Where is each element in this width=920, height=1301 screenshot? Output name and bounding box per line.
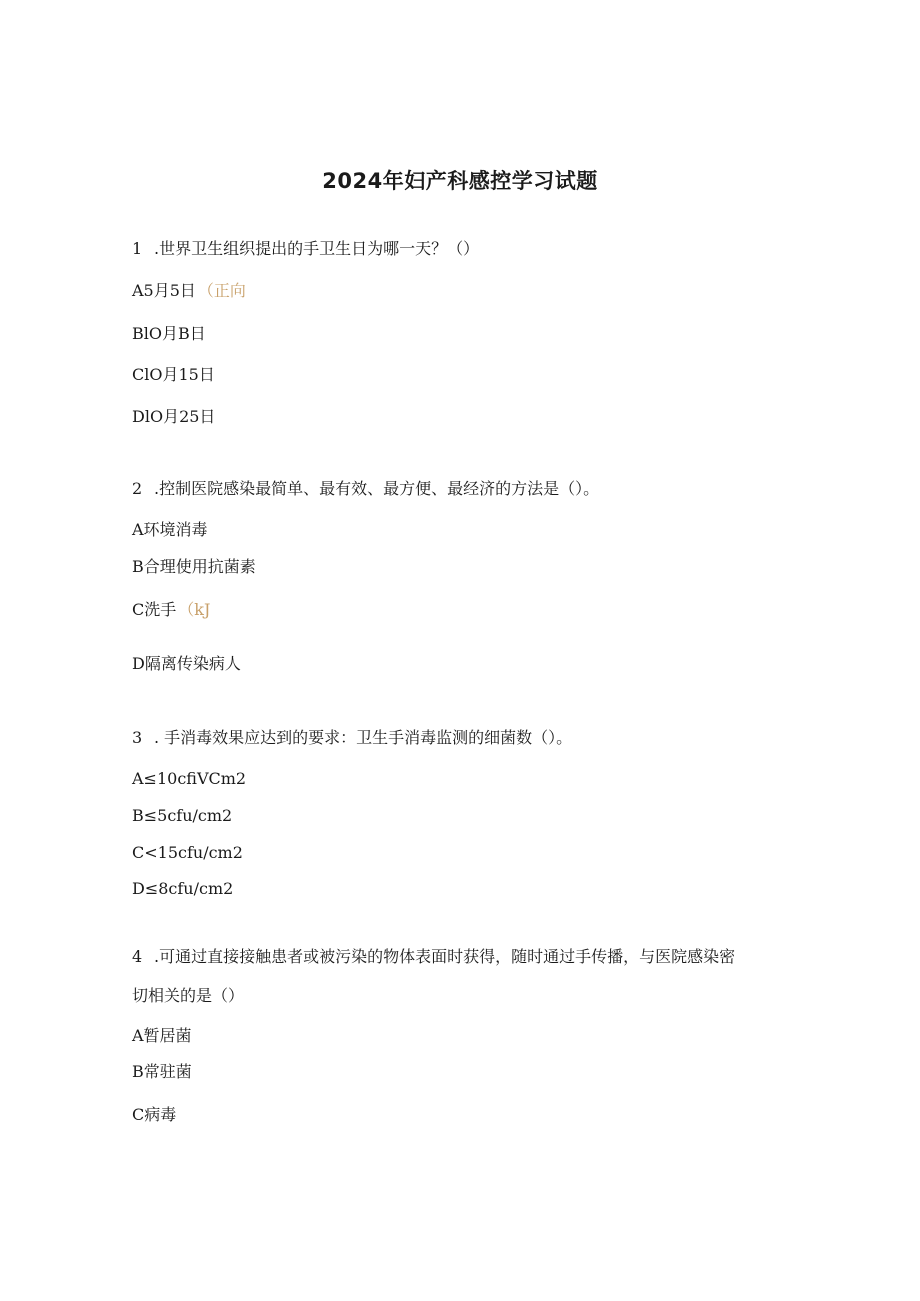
option-text: ClO月15日 xyxy=(132,365,215,384)
option-3c xyxy=(132,842,243,864)
answer-mark: （kJ xyxy=(178,600,211,619)
option-1d xyxy=(132,406,215,428)
question-text-cont: 切相关的是（） xyxy=(132,986,245,1005)
question-number: 3 xyxy=(132,728,143,747)
question-text: .世界卫生组织提出的手卫生日为哪一天？（） xyxy=(154,239,480,258)
option-text: A≤10cfiVCm2 xyxy=(132,769,247,788)
question-4-continued xyxy=(132,985,244,1007)
question-text: .可通过直接接触患者或被污染的物体表面时获得，随时通过手传播，与医院感染密 xyxy=(154,947,736,966)
question-4 xyxy=(132,946,735,968)
option-3a xyxy=(132,768,246,790)
option-text: B≤5cfu/cm2 xyxy=(132,806,233,825)
question-number: 2 xyxy=(132,479,143,498)
option-text: D≤8cfu/cm2 xyxy=(132,879,234,898)
option-2d xyxy=(132,653,241,675)
option-text: BlO月B日 xyxy=(132,324,206,343)
option-text: A环境消毒 xyxy=(132,520,208,539)
option-text: C<15cfu/cm2 xyxy=(132,843,243,862)
option-text: B合理使用抗菌素 xyxy=(132,557,256,576)
option-4b xyxy=(132,1061,192,1083)
option-3b xyxy=(132,805,232,827)
question-text: .控制医院感染最简单、最有效、最方便、最经济的方法是（）。 xyxy=(154,479,600,498)
question-3 xyxy=(132,727,572,749)
option-4a xyxy=(132,1025,192,1047)
option-text: DlO月25日 xyxy=(132,407,216,426)
option-text: C病毒 xyxy=(132,1105,177,1124)
answer-mark: （正向 xyxy=(197,281,246,300)
question-2 xyxy=(132,478,599,500)
option-1b xyxy=(132,323,206,345)
question-text: . 手消毒效果应达到的要求：卫生手消毒监测的细菌数（）。 xyxy=(154,728,573,747)
page-title: 2024年妇产科感控学习试题 xyxy=(322,169,598,193)
option-text: C洗手 xyxy=(132,600,177,619)
question-number: 4 xyxy=(132,947,143,966)
option-text: A暂居菌 xyxy=(132,1026,192,1045)
question-number: 1 xyxy=(132,239,143,258)
question-1 xyxy=(132,238,479,260)
option-1a xyxy=(132,280,246,302)
option-text: D隔离传染病人 xyxy=(132,654,241,673)
option-2c xyxy=(132,599,210,621)
option-2b xyxy=(132,556,256,578)
option-text: B常驻菌 xyxy=(132,1062,192,1081)
option-3d xyxy=(132,878,233,900)
option-4c xyxy=(132,1104,176,1126)
option-1c xyxy=(132,364,215,386)
option-text: A5月5日 xyxy=(132,281,196,300)
option-2a xyxy=(132,519,208,541)
